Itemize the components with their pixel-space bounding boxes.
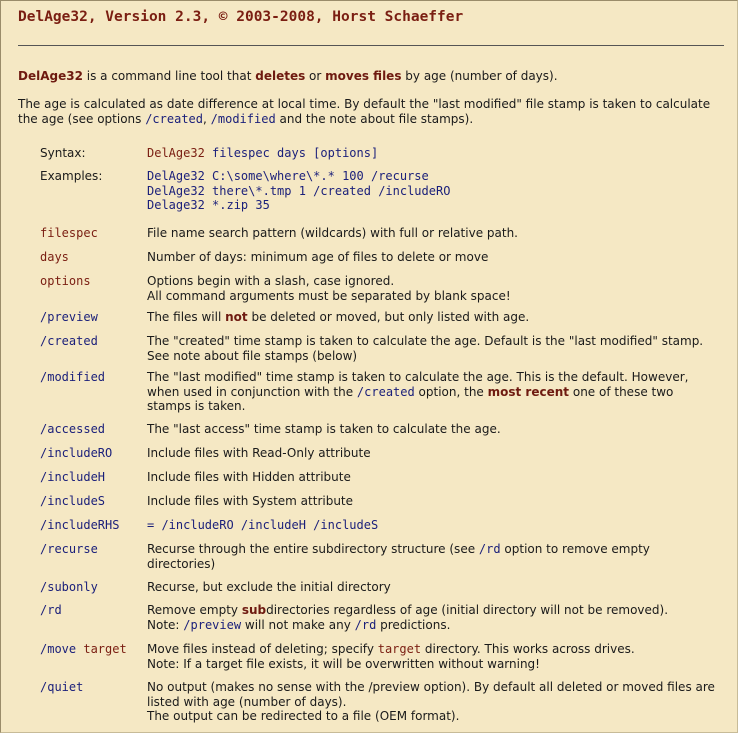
option-label: /subonly (40, 580, 98, 594)
option-label: /modified (40, 370, 106, 384)
option-desc: Recurse through the entire subdirectory structure (see /rd option to remove empty directories) (147, 542, 650, 571)
not-emphasis: not (225, 310, 248, 324)
option-desc: Move files instead of deleting; specify target directory. This works across drives. Note: If a target file exists, it will be overwritten without warning! (147, 642, 635, 671)
option-label: /accessed (40, 422, 106, 436)
option-ref-created: /created (145, 111, 203, 126)
option-desc: Recurse, but exclude the initial directory (147, 580, 391, 594)
option-desc: No output (makes no sense with the /preview option). By default all deleted or moved files are listed with age (number of days). The output can be redirected to a file (OEM format). (147, 680, 715, 723)
option-desc: The files will not be deleted or moved, but only listed with age. (147, 310, 530, 324)
option-label: /includeRO (40, 446, 113, 460)
option-desc: Include files with Hidden attribute (147, 470, 351, 484)
syntax-label: Syntax: (40, 146, 86, 160)
option-desc: The "last modified" time stamp is taken to calculate the age. This is the default. However, when used in conjunction with the /created option, the most recent one of these two stamps is taken. (147, 370, 689, 413)
param-label: days (40, 250, 69, 264)
option-ref-rd: /rd (354, 617, 377, 632)
option-ref-created: /created (356, 384, 415, 399)
param-desc: File name search pattern (wildcards) with full or relative path. (147, 226, 518, 240)
option-label: /includeS (40, 494, 106, 508)
option-label: /move target (40, 642, 127, 656)
page-title: DelAge32, Version 2.3, © 2003-2008, Horst Schaeffer (18, 9, 464, 25)
syntax-value: DelAge32 filespec days [options] (147, 146, 379, 160)
param-label: options (40, 274, 91, 288)
option-label: /recurse (40, 542, 98, 556)
horizontal-divider (18, 45, 724, 46)
option-ref-rd: /rd (478, 542, 501, 556)
example-line: DelAge32 there\*.tmp 1 /created /includeRO (147, 183, 451, 198)
age-paragraph: The age is calculated as date difference at local time. By default the "last modified" file stamp is taken to calculate the age (see options /created, /modified and the note about file stamps). (18, 97, 711, 126)
option-desc: = /includeRO /includeH /includeS (147, 518, 379, 532)
option-label: /includeH (40, 470, 106, 484)
option-label: /preview (40, 310, 98, 324)
option-label: /includeRHS (40, 518, 120, 532)
option-label: /created (40, 334, 98, 348)
sub-emphasis: sub (241, 603, 267, 617)
most-recent-emphasis: most recent (487, 384, 570, 399)
target-param: target (83, 642, 127, 656)
program-name: DelAge32 (18, 69, 83, 83)
examples-label: Examples: (40, 169, 103, 183)
param-desc: Number of days: minimum age of files to delete or move (147, 250, 489, 264)
option-label: /rd (40, 603, 62, 617)
param-label: filespec (40, 226, 98, 240)
example-line: Delage32 *.zip 35 (147, 198, 270, 212)
option-desc: Remove empty subdirectories regardless of age (initial directory will not be removed). Note: /preview will not make any /rd predictions. (147, 603, 669, 632)
option-ref-preview: /preview (183, 617, 242, 632)
option-desc: Include files with Read-Only attribute (147, 446, 371, 460)
option-desc: Include files with System attribute (147, 494, 354, 508)
option-label: /quiet (40, 680, 84, 694)
target-param-ref: target (377, 642, 422, 656)
param-desc: Options begin with a slash, case ignored. All command arguments must be separated by blank space! (147, 274, 511, 303)
option-desc: The "created" time stamp is taken to calculate the age. Default is the "last modified" stamp. See note about file stamps (below) (147, 334, 704, 363)
option-ref-modified: /modified (210, 111, 276, 126)
example-line: DelAge32 C:\some\where\*.* 100 /recurse (147, 169, 429, 183)
moves-keyword: moves files (325, 69, 402, 83)
option-desc: The "last access" time stamp is taken to calculate the age. (147, 422, 501, 436)
deletes-keyword: deletes (255, 69, 306, 83)
examples-list (147, 169, 717, 213)
intro-paragraph: DelAge32 is a command line tool that deletes or moves files by age (number of days). (18, 69, 558, 83)
